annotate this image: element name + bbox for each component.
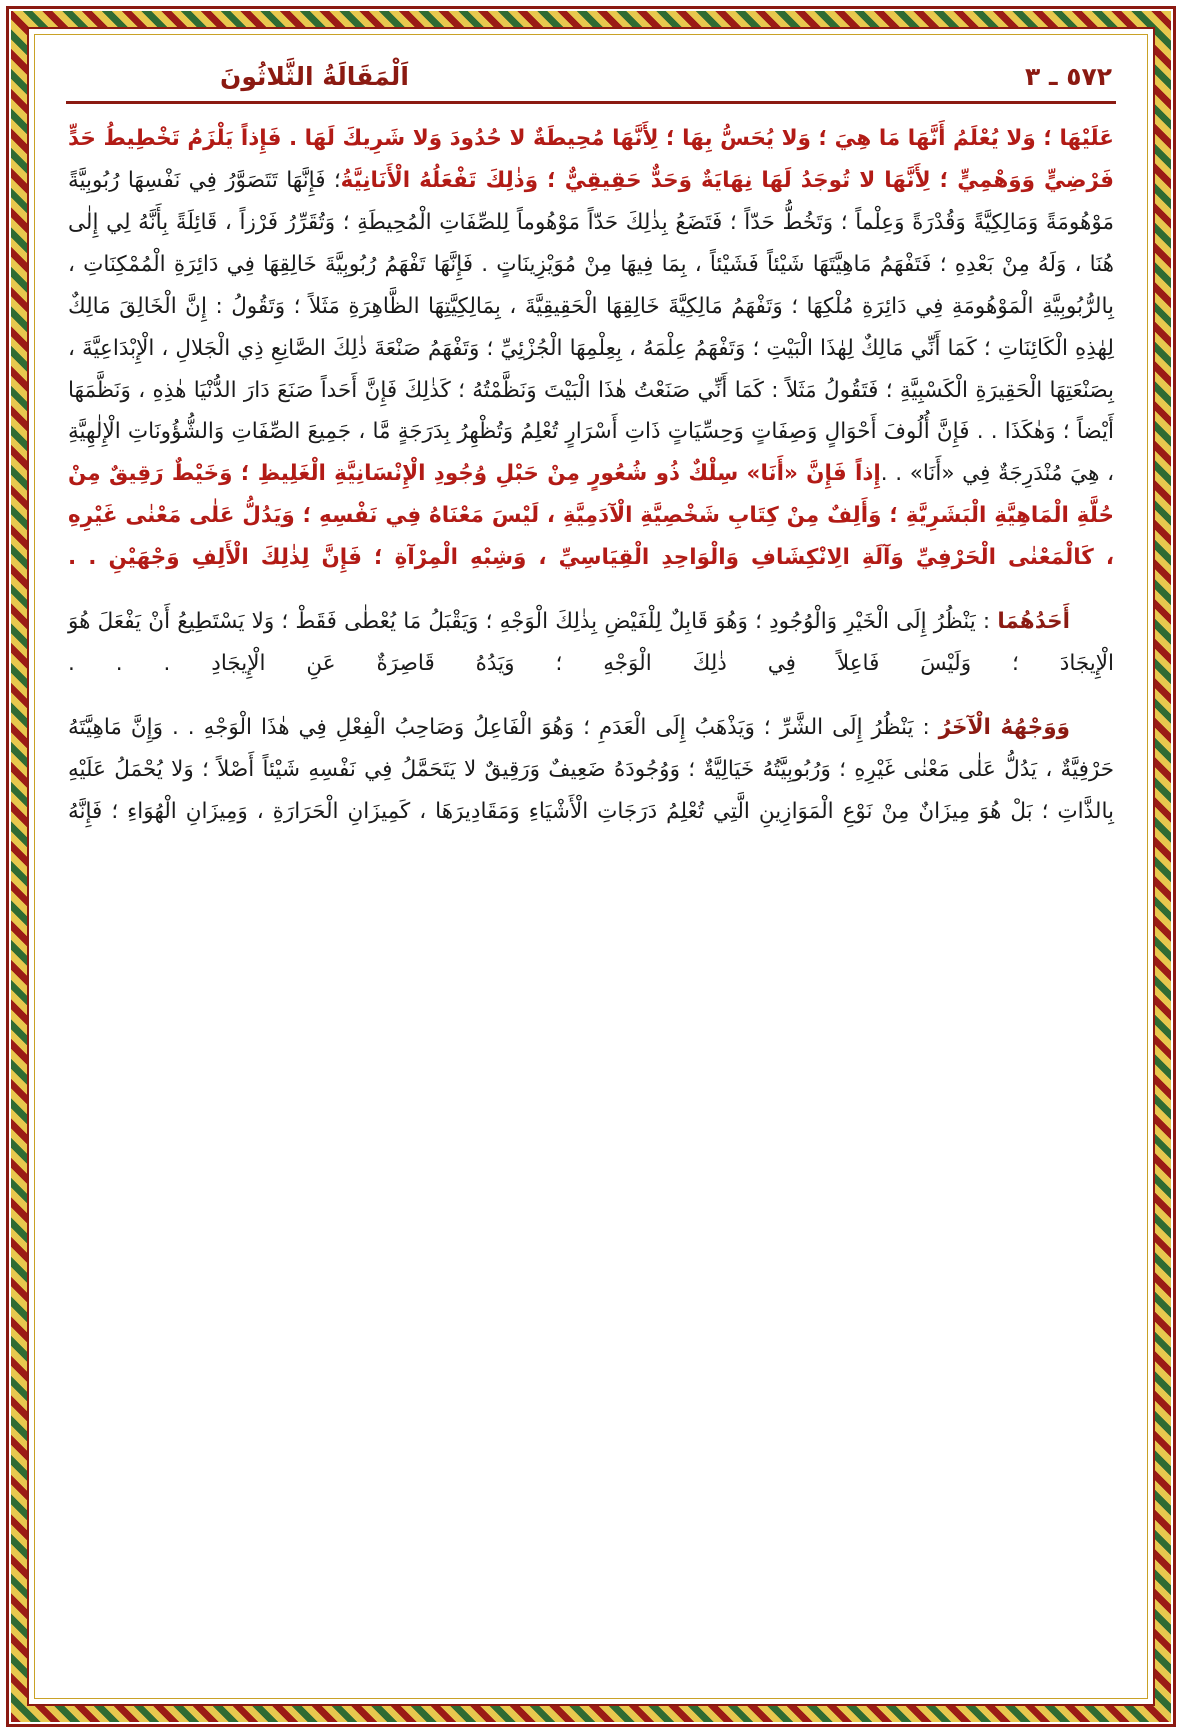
emphasis-text-block-1: عَلَيْهَا ؛ وَلا يُعْلَمُ أَنَّهَا مَا هِيَ ؛ وَلا يُحَسُّ بِهَا ؛ لِأَنَّهَا مُحِيطَةٌ لا حُدُودَ وَلا شَرِيكَ لَهَا . فَإِذاً يَلْزَمُ تَخْطِيطُ حَدٍّ فَرْضِيٍّ وَوَهْمِيٍّ ؛ لِأَنَّهَا لا تُوجَدُ لَهَا نِهَايَةٌ وَحَدٌّ حَقِيقِيٌّ ؛ وَذٰلِكَ تَفْعَلُهُ الْأَنَانِيَّةُ [68,126,1114,193]
page-content [52,48,1130,1689]
page-body [52,104,1130,833]
paragraph-spacer [68,579,1114,601]
paragraph-spacer-2 [68,685,1114,707]
emphasis-text-block-3: إِذاً فَإِنَّ «أَنَا» سِلْكٌ ذُو شُعُورٍ مِنْ حَبْلِ وُجُودِ الْإِنْسَانِيَّةِ الْغَلِيظِ ؛ وَخَيْطٌ رَقِيقٌ مِنْ حُلَّةِ الْمَاهِيَّةِ الْبَشَرِيَّةِ ؛ وَأَلِفٌ مِنْ كِتَابِ شَخْصِيَّةِ الْآدَمِيَّةِ ، لَيْسَ مَعْنَاهُ فِي نَفْسِهِ ؛ وَيَدُلُّ عَلٰى مَعْنٰى غَيْرِهِ ، كَالْمَعْنٰى الْحَرْفِيِّ وَآلَةِ الِانْكِشَافِ وَالْوَاحِدِ الْقِيَاسِيِّ ، وَشِبْهِ الْمِرْآةِ ؛ فَإِنَّ لِذٰلِكَ الْأَلِفِ وَجْهَيْنِ . . [68,461,1114,571]
chapter-title: اَلْمَقَالَةُ الثَّلاثُونَ [220,62,409,91]
label-first-aspect: أَحَدُهُمَا [997,609,1070,635]
text-first-aspect: : يَنْظُرُ إِلَى الْخَيْرِ وَالْوُجُودِ ؛ وَهُوَ قَابِلٌ لِلْفَيْضِ بِذٰلِكَ الْوَجْهِ ؛ وَيَقْبَلُ مَا يُعْطٰى فَقَطْ ؛ وَلا يَسْتَطِيعُ أَنْ يَفْعَلَ هُوَ الْإِيجَادَ ؛ وَلَيْسَ فَاعِلاً فِي ذٰلِكَ الْوَجْهِ ؛ وَيَدُهُ قَاصِرَةٌ عَنِ الْإِيجَادِ . . . [68,609,1114,677]
paragraph-continuation [68,118,1114,579]
page-header [52,48,1130,91]
body-text-block-2: ؛ فَإِنَّهَا تَتَصَوَّرُ فِي نَفْسِهَا رُبُوبِيَّةً مَوْهُومَةً وَمَالِكِيَّةً وَقُدْرَةً وَعِلْماً ؛ وَتَخُطُّ حَدّاً ؛ فَتَضَعُ بِذٰلِكَ حَدّاً مَوْهُوماً لِلصِّفَاتِ الْمُحِيطَةِ ؛ وَتُقَرِّرُ فَرْزاً ، قَائِلَةً بِأَنَّهُ لِي إِلٰى هُنَا ، وَلَهُ مِنْ بَعْدِهِ ؛ فَتَفْهَمُ مَاهِيَّتَهَا شَيْئاً فَشَيْئاً ، بِمَا فِيهَا مِنْ مُوَيْزِينَاتٍ . فَإِنَّهَا تَفْهَمُ رُبُوبِيَّةَ خَالِقِهَا فِي دَائِرَةِ الْمُمْكِنَاتِ ، بِالرُّبُوبِيَّةِ الْمَوْهُومَةِ فِي دَائِرَةِ مُلْكِهَا ؛ وَتَفْهَمُ مَالِكِيَّةَ خَالِقِهَا الْحَقِيقِيَّةَ ، بِمَالِكِيَّتِهَا الظَّاهِرَةِ مَثَلاً ؛ وَتَقُولُ : إِنَّ الْخَالِقَ مَالِكٌ لِهٰذِهِ الْكَائِنَاتِ ؛ كَمَا أَنِّي مَالِكٌ لِهٰذَا الْبَيْتِ ؛ وَتَفْهَمُ عِلْمَهُ ، بِعِلْمِهَا الْجُزْئِيِّ ؛ وَتَفْهَمُ صَنْعَةَ ذٰلِكَ الصَّانِعِ ذِي الْجَلالِ ، الْإِبْدَاعِيَّةَ ، بِصَنْعَتِهَا الْحَقِيرَةِ الْكَسْبِيَّةِ ؛ فَتَقُولُ مَثَلاً : كَمَا أَنِّي صَنَعْتُ هٰذَا الْبَيْتَ وَنَظَّمْتُهُ ؛ كَذٰلِكَ فَإِنَّ أَحَداً صَنَعَ دَارَ الدُّنْيَا هٰذِهِ ، وَنَظَّمَهَا أَيْضاً ؛ وَهٰكَذَا . . فَإِنَّ أُلُوفَ أَحْوَالٍ وَصِفَاتٍ وَحِسِّيَاتٍ ذَاتِ أَسْرَارٍ تُعْلِمُ وَتُظْهِرُ بِدَرَجَةٍ مَّا ، جَمِيعَ الصِّفَاتِ وَالشُّؤُونَاتِ الْإِلٰهِيَّةِ ، هِيَ مُنْدَرِجَةٌ فِي «أَنَا» . . [68,167,1115,487]
paragraph-second-aspect [68,707,1114,833]
paragraph-first-aspect [68,601,1114,685]
page-number: ٥٧٢ ـ ٣ [1025,62,1112,91]
label-second-aspect: وَوَجْهُهُ الْآخَرُ [938,714,1070,740]
text-second-aspect: : يَنْظُرُ إِلَى الشَّرِّ ؛ وَيَذْهَبُ إِلَى الْعَدَمِ ؛ وَهُوَ الْفَاعِلُ وَصَاحِبُ الْفِعْلِ فِي هٰذَا الْوَجْهِ . . وَإِنَّ مَاهِيَّتَهُ حَرْفِيَّةٌ ، يَدُلُّ عَلٰى مَعْنٰى غَيْرِهِ ؛ وَرُبُوبِيَّتُهُ خَيَالِيَّةٌ ؛ وَوُجُودَهُ ضَعِيفٌ وَرَقِيقٌ لا يَتَحَمَّلُ فِي نَفْسِهِ شَيْئاً أَصْلاً ؛ وَلا يُحْمَلُ عَلَيْهِ بِالذَّاتِ ؛ بَلْ هُوَ مِيزَانٌ مِنْ نَوْعِ الْمَوَازِينِ الَّتِي تُعْلِمُ دَرَجَاتِ الْأَشْيَاءِ وَمَقَادِيرَهَا ، كَمِيزَانِ الْحَرَارَةِ ، وَمِيزَانِ الْهُوَاءِ ؛ فَإِنَّهُ [68,714,1114,824]
